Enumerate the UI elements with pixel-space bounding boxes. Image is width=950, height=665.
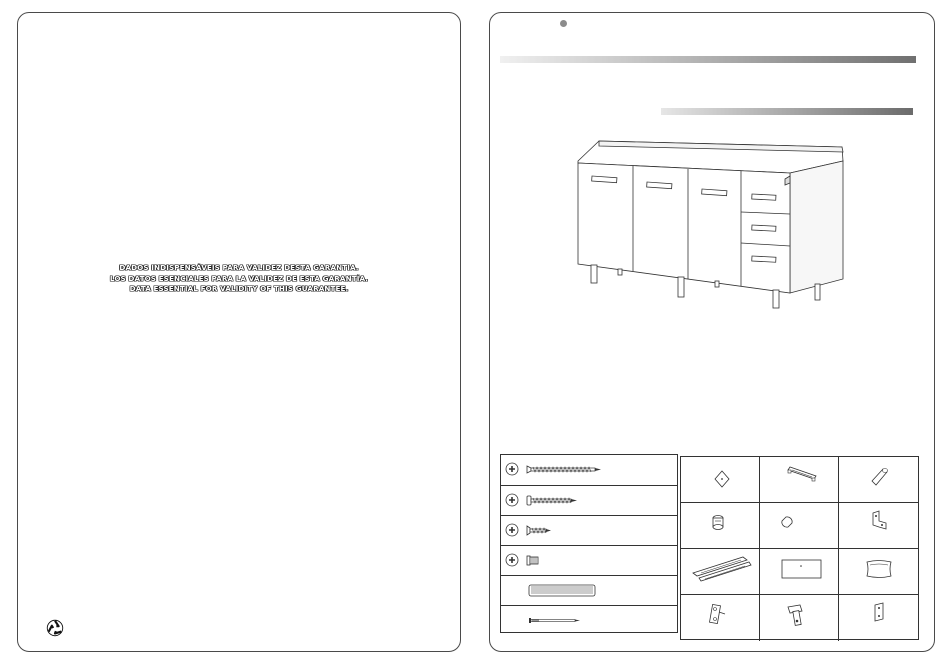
cam-lock-icon [681, 503, 760, 549]
part-cell [839, 549, 918, 595]
subheader-gradient-bar [661, 108, 913, 115]
part-cell [760, 457, 839, 503]
right-panel [489, 12, 935, 652]
support-pin-icon [839, 457, 919, 503]
part-cell [760, 503, 839, 549]
header-gradient-bar [500, 56, 916, 63]
part-cell [760, 595, 839, 641]
short-flat-screw-icon [501, 516, 677, 545]
wooden-dowel-icon [501, 576, 677, 605]
part-cell [681, 503, 760, 549]
left-panel [17, 12, 461, 652]
part-cell [839, 595, 918, 641]
pan-head-screw-icon [501, 486, 677, 515]
guarantee-line-es: LOS DATOS ESENCIALES PARA LA VALIDEZ DE ESTA GARANTÍA. [109, 273, 369, 283]
hinge-plate-icon [760, 595, 839, 641]
shelf-peg-icon [760, 503, 839, 549]
leg-base-icon [681, 457, 760, 503]
tiny-screw-icon [501, 546, 677, 575]
part-cell [839, 457, 918, 503]
nail-icon [501, 606, 677, 635]
hinge-icon [681, 595, 760, 641]
flat-head-long-screw-icon [501, 455, 677, 484]
recycle-icon [46, 619, 64, 637]
label-card-icon [760, 549, 839, 595]
part-cell [681, 457, 760, 503]
screw-row [501, 455, 677, 484]
handle-icon [760, 457, 839, 503]
screw-row [501, 545, 677, 574]
drawer-slide-icon [681, 549, 760, 595]
screw-row [501, 575, 677, 604]
part-cell [681, 595, 760, 641]
screw-list [500, 454, 678, 633]
fitting-bag-icon [839, 549, 919, 595]
guarantee-line-en: DATA ESSENTIAL FOR VALIDITY OF THIS GUARANTEE. [129, 284, 349, 293]
part-cell [681, 549, 760, 595]
screw-row [501, 605, 677, 634]
cabinet-illustration [575, 127, 855, 323]
guarantee-notice [18, 263, 460, 295]
small-bracket-icon [839, 595, 919, 641]
screw-row [501, 515, 677, 544]
angle-bracket-icon [839, 503, 919, 549]
screw-row [501, 485, 677, 514]
page-marker-dot [560, 20, 567, 27]
part-cell [839, 503, 918, 549]
guarantee-line-pt: DADOS INDISPENSÁVEIS PARA VALIDEZ DESTA GARANTIA. [119, 263, 359, 272]
parts-grid [680, 456, 919, 640]
part-cell [760, 549, 839, 595]
